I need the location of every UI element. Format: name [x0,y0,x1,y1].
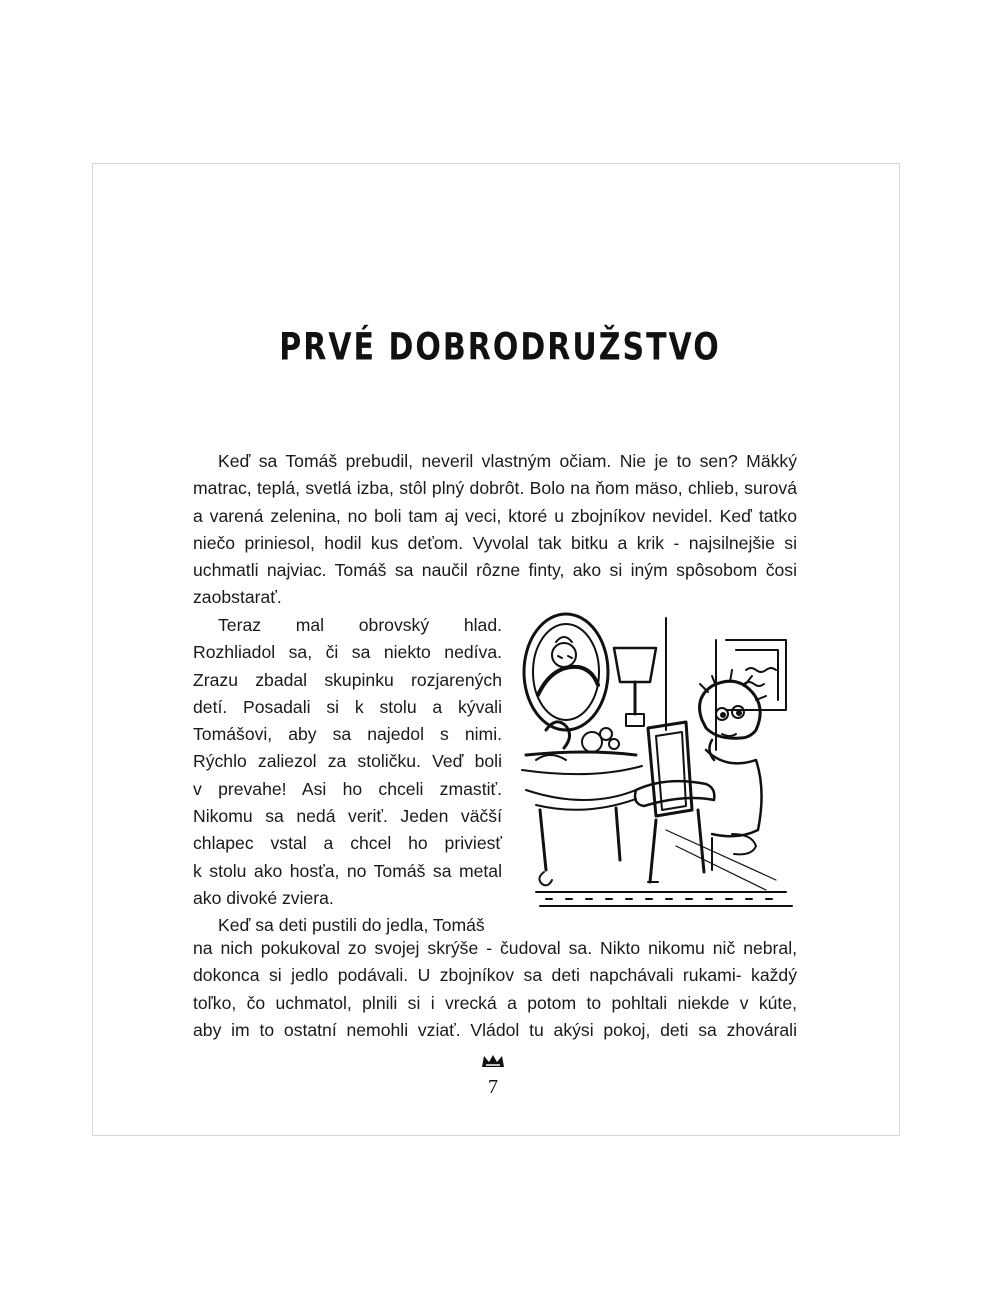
text-line: aby im to ostatní nemohli vziať. Vládol tu akýsi pokoj, deti sa zhovárali [193,1019,797,1040]
text-line: na nich pokukoval zo svojej skrýše - čudoval sa. Nikto nikomu nič nebral, [193,938,797,958]
text-line: uchmatli najviac. Tomáš sa naučil rôzne finty, ako si iným spôsobom čosi [193,560,797,581]
page-number: 7 [488,1076,498,1098]
text-line: toľko, čo uchmatol, plnili si i vrecká a potom to pohltali niekde v kúte, [193,992,797,1013]
text-line: Nikomu sa nedá veriť. Jeden väčší [193,806,502,827]
text-line: zaobstarať. [193,587,282,608]
text-line: ako divoké zviera. [193,887,334,908]
text-line: Keď sa Tomáš prebudil, neveril vlastným očiam. Nie je to sen? Mäkký [218,451,797,471]
paragraph-1 [193,448,797,612]
chapter-title: PRVÉ DOBRODRUŽSTVO [279,325,721,370]
text-line: k stolu ako hosťa, no Tomáš sa metal [193,860,502,881]
crown-icon [480,1053,506,1069]
text-line: Rozhliadol sa, či sa niekto nedíva. [193,642,502,663]
text-line: chlapec vstal a chcel ho priviesť [193,833,502,854]
text-line: Rýchlo zaliezol za stoličku. Veď boli [193,751,502,772]
text-line: Keď sa deti pustili do jedla, Tomáš [218,915,485,936]
text-line: v prevahe! Asi ho chceli zmastiť. [193,778,502,799]
text-line: Zrazu zbadal skupinku rozjarených [193,669,502,690]
paragraph-3 [193,935,797,1044]
text-line: matrac, teplá, svetlá izba, stôl plný dobrôt. Bolo na ňom mäso, chlieb, surová [193,478,797,499]
text-line: niečo priniesol, hodil kus deťom. Vyvolal tak bitku a krik - najsilnejšie si [193,532,797,553]
text-line: Tomášovi, aby sa najedol s nimi. [193,724,502,745]
text-line: dokonca si jedlo podávali. U zbojníkov sa deti napchávali rukami- každý [193,965,797,986]
paragraph-2 [193,612,502,940]
text-line: Teraz mal obrovský hlad. [218,615,502,635]
text-line: a varená zelenina, no boli tam aj veci, ktoré u zbojníkov nevidel. Keď tatko [193,505,797,526]
text-line: detí. Posadali si k stolu a kývali [193,696,502,717]
boy-behind-chair-illustration [516,610,798,912]
